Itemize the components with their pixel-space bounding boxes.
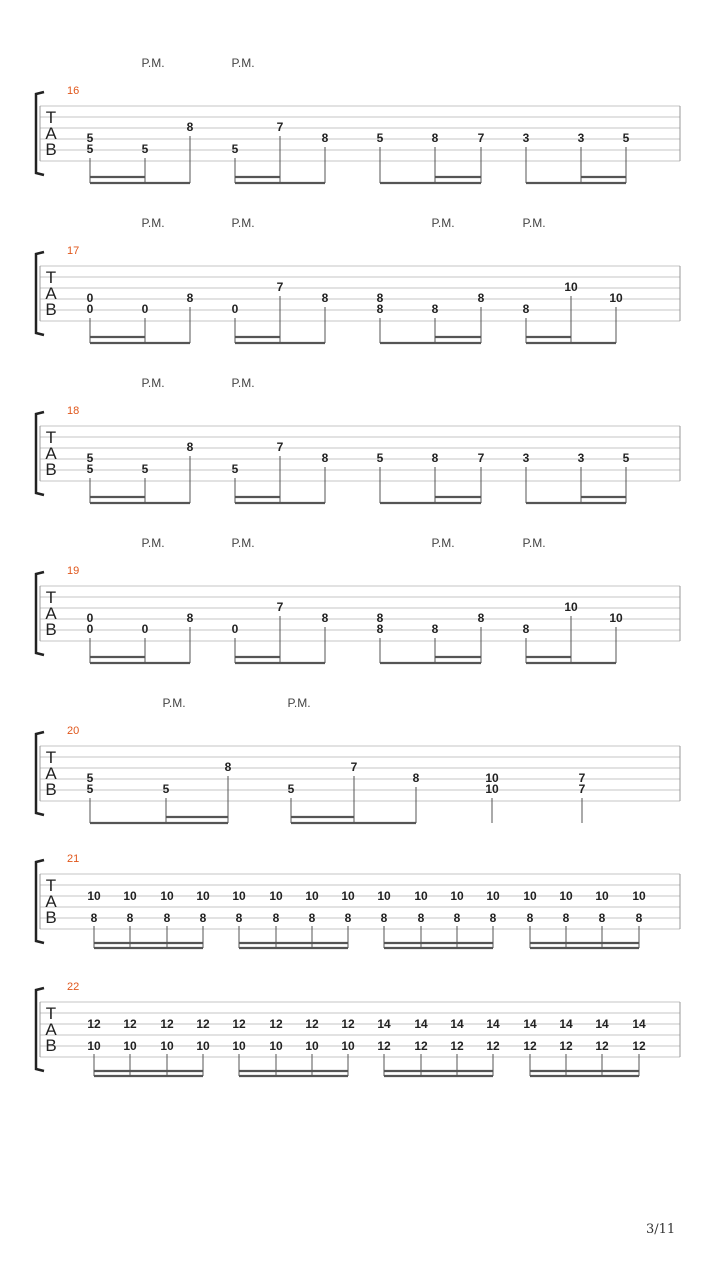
fret-number: 8 (522, 622, 530, 636)
fret-number: 0 (231, 622, 239, 636)
palm-mute-mark: P.M. (141, 536, 165, 550)
palm-mute-mark: P.M. (431, 216, 455, 230)
fret-number: 10 (232, 1039, 246, 1053)
fret-number: 12 (232, 1017, 246, 1031)
page-indicator: 3/11 (646, 1222, 676, 1237)
fret-number: 7 (477, 451, 485, 465)
fret-number: 5 (376, 131, 384, 145)
measure-number: 18 (67, 405, 80, 417)
fret-number: 7 (276, 280, 284, 294)
tab-clef-letter: T (45, 588, 57, 607)
fret-number: 8 (126, 911, 134, 925)
fret-number: 8 (522, 302, 530, 316)
measure-number: 19 (67, 565, 80, 577)
fret-number: 8 (199, 911, 207, 925)
fret-number: 12 (160, 1017, 174, 1031)
fret-number: 12 (377, 1039, 391, 1053)
tab-clef-letter: T (45, 268, 57, 287)
tab-clef-letter: A (45, 892, 57, 911)
fret-number: 10 (450, 889, 464, 903)
fret-number: 8 (526, 911, 534, 925)
fret-number: 14 (523, 1017, 537, 1031)
fret-number: 8 (224, 760, 232, 774)
tab-clef-letter: B (45, 620, 57, 639)
fret-number: 5 (622, 131, 630, 145)
tab-clef-letter: A (45, 1020, 57, 1039)
fret-number: 5 (86, 142, 94, 156)
measure-number: 20 (67, 725, 80, 737)
palm-mute-mark: P.M. (231, 536, 255, 550)
measure-number: 16 (67, 85, 80, 97)
fret-number: 10 (269, 1039, 283, 1053)
fret-number: 8 (376, 611, 384, 625)
fret-number: 8 (376, 622, 384, 636)
fret-number: 3 (522, 451, 530, 465)
palm-mute-mark: P.M. (141, 56, 165, 70)
tab-clef-letter: A (45, 444, 57, 463)
fret-number: 5 (287, 782, 295, 796)
fret-number: 7 (276, 600, 284, 614)
fret-number: 8 (562, 911, 570, 925)
fret-number: 8 (376, 302, 384, 316)
fret-number: 10 (609, 611, 623, 625)
fret-number: 3 (522, 131, 530, 145)
fret-number: 12 (523, 1039, 537, 1053)
tab-clef-letter: T (45, 108, 57, 127)
fret-number: 8 (321, 131, 329, 145)
fret-number: 12 (414, 1039, 428, 1053)
fret-number: 10 (269, 889, 283, 903)
fret-number: 10 (160, 1039, 174, 1053)
fret-number: 8 (235, 911, 243, 925)
fret-number: 0 (86, 291, 94, 305)
fret-number: 7 (578, 782, 586, 796)
fret-number: 12 (269, 1017, 283, 1031)
tab-clef-letter: T (45, 428, 57, 447)
palm-mute-mark: P.M. (141, 376, 165, 390)
fret-number: 8 (431, 451, 439, 465)
tab-clef-letter: B (45, 300, 57, 319)
fret-number: 12 (123, 1017, 137, 1031)
tab-clef-letter: B (45, 780, 57, 799)
fret-number: 10 (305, 1039, 319, 1053)
fret-number: 14 (450, 1017, 464, 1031)
fret-number: 10 (123, 1039, 137, 1053)
palm-mute-mark: P.M. (522, 216, 546, 230)
fret-number: 8 (321, 451, 329, 465)
fret-number: 10 (123, 889, 137, 903)
fret-number: 10 (341, 889, 355, 903)
fret-number: 8 (90, 911, 98, 925)
fret-number: 5 (86, 771, 94, 785)
fret-number: 8 (380, 911, 388, 925)
fret-number: 10 (87, 889, 101, 903)
fret-number: 10 (485, 771, 499, 785)
fret-number: 8 (417, 911, 425, 925)
fret-number: 12 (632, 1039, 646, 1053)
fret-number: 10 (564, 600, 578, 614)
fret-number: 5 (86, 462, 94, 476)
fret-number: 12 (305, 1017, 319, 1031)
fret-number: 8 (477, 291, 485, 305)
fret-number: 10 (559, 889, 573, 903)
fret-number: 12 (595, 1039, 609, 1053)
fret-number: 14 (377, 1017, 391, 1031)
measure-number: 22 (67, 981, 80, 993)
fret-number: 5 (86, 131, 94, 145)
fret-number: 8 (431, 622, 439, 636)
fret-number: 0 (141, 302, 149, 316)
fret-number: 8 (635, 911, 643, 925)
tab-clef-letter: A (45, 124, 57, 143)
fret-number: 8 (598, 911, 606, 925)
fret-number: 0 (86, 302, 94, 316)
fret-number: 5 (86, 451, 94, 465)
fret-number: 8 (376, 291, 384, 305)
palm-mute-mark: P.M. (231, 376, 255, 390)
measure-number: 21 (67, 853, 80, 865)
fret-number: 3 (577, 451, 585, 465)
tab-clef-letter: A (45, 604, 57, 623)
fret-number: 5 (86, 782, 94, 796)
tab-clef-letter: T (45, 748, 57, 767)
fret-number: 10 (341, 1039, 355, 1053)
palm-mute-mark: P.M. (231, 216, 255, 230)
fret-number: 8 (477, 611, 485, 625)
palm-mute-mark: P.M. (141, 216, 165, 230)
fret-number: 12 (341, 1017, 355, 1031)
fret-number: 14 (414, 1017, 428, 1031)
tab-clef-letter: A (45, 764, 57, 783)
fret-number: 5 (141, 142, 149, 156)
fret-number: 12 (450, 1039, 464, 1053)
fret-number: 14 (632, 1017, 646, 1031)
fret-number: 14 (559, 1017, 573, 1031)
fret-number: 0 (86, 611, 94, 625)
fret-number: 8 (344, 911, 352, 925)
fret-number: 12 (87, 1017, 101, 1031)
fret-number: 5 (376, 451, 384, 465)
fret-number: 8 (163, 911, 171, 925)
fret-number: 14 (595, 1017, 609, 1031)
fret-number: 5 (231, 142, 239, 156)
palm-mute-mark: P.M. (162, 696, 186, 710)
tab-clef-letter: T (45, 1004, 57, 1023)
fret-number: 5 (622, 451, 630, 465)
fret-number: 14 (486, 1017, 500, 1031)
fret-number: 10 (196, 889, 210, 903)
fret-number: 10 (160, 889, 174, 903)
fret-number: 0 (141, 622, 149, 636)
tab-clef-letter: T (45, 876, 57, 895)
fret-number: 8 (431, 302, 439, 316)
fret-number: 10 (414, 889, 428, 903)
fret-number: 8 (186, 611, 194, 625)
fret-number: 8 (272, 911, 280, 925)
fret-number: 10 (485, 782, 499, 796)
palm-mute-mark: P.M. (287, 696, 311, 710)
fret-number: 10 (232, 889, 246, 903)
fret-number: 10 (87, 1039, 101, 1053)
tab-clef-letter: B (45, 1036, 57, 1055)
palm-mute-mark: P.M. (231, 56, 255, 70)
fret-number: 8 (453, 911, 461, 925)
tab-clef-letter: B (45, 460, 57, 479)
palm-mute-mark: P.M. (522, 536, 546, 550)
fret-number: 5 (162, 782, 170, 796)
fret-number: 3 (577, 131, 585, 145)
fret-number: 12 (486, 1039, 500, 1053)
fret-number: 10 (632, 889, 646, 903)
fret-number: 12 (559, 1039, 573, 1053)
fret-number: 5 (141, 462, 149, 476)
fret-number: 8 (308, 911, 316, 925)
fret-number: 7 (276, 120, 284, 134)
fret-number: 12 (196, 1017, 210, 1031)
fret-number: 8 (186, 120, 194, 134)
fret-number: 10 (564, 280, 578, 294)
fret-number: 10 (196, 1039, 210, 1053)
tab-clef-letter: A (45, 284, 57, 303)
fret-number: 8 (412, 771, 420, 785)
palm-mute-mark: P.M. (431, 536, 455, 550)
fret-number: 8 (489, 911, 497, 925)
fret-number: 8 (321, 611, 329, 625)
fret-number: 7 (477, 131, 485, 145)
tab-clef-letter: B (45, 140, 57, 159)
fret-number: 0 (231, 302, 239, 316)
tab-clef-letter: B (45, 908, 57, 927)
fret-number: 10 (595, 889, 609, 903)
fret-number: 10 (486, 889, 500, 903)
fret-number: 10 (523, 889, 537, 903)
fret-number: 10 (305, 889, 319, 903)
measure-number: 17 (67, 245, 80, 257)
fret-number: 10 (609, 291, 623, 305)
fret-number: 8 (186, 291, 194, 305)
fret-number: 7 (578, 771, 586, 785)
fret-number: 0 (86, 622, 94, 636)
fret-number: 10 (377, 889, 391, 903)
fret-number: 8 (431, 131, 439, 145)
fret-number: 7 (350, 760, 358, 774)
fret-number: 8 (321, 291, 329, 305)
fret-number: 5 (231, 462, 239, 476)
fret-number: 8 (186, 440, 194, 454)
fret-number: 7 (276, 440, 284, 454)
